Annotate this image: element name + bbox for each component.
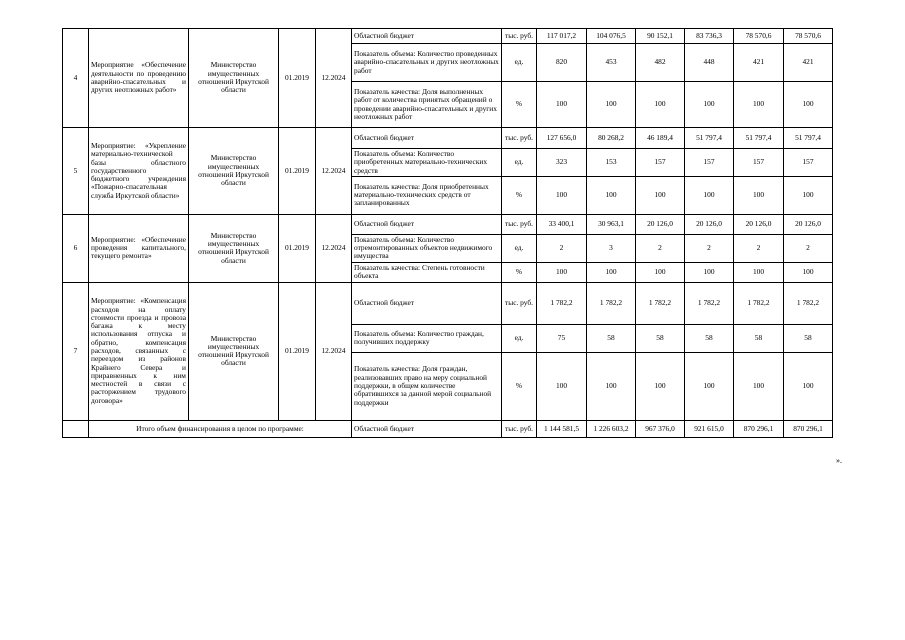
total-row: [63, 420, 833, 437]
value-cell: 2: [685, 234, 734, 262]
value-cell: 100: [636, 262, 685, 282]
value-cell: 100: [587, 352, 636, 420]
value-cell: 1 782,2: [784, 282, 833, 324]
closing-quote-mark: ».: [836, 456, 842, 465]
indicator-cell: Областной бюджет: [352, 282, 502, 324]
value-cell: 2: [537, 234, 587, 262]
indicator-cell: Показатель объема: Количество приобретенных материально-технических средств: [352, 149, 502, 177]
value-cell: 58: [685, 324, 734, 352]
indicator-cell: Показатель качества: Доля граждан, реализовавших право на меру социальной поддержки, в общем количестве обратившихся за данной мерой социальной поддержки: [352, 352, 502, 420]
unit-cell: тыс. руб.: [502, 214, 537, 234]
total-value-cell: 967 376,0: [636, 420, 685, 437]
table-row: [63, 29, 833, 44]
value-cell: 100: [685, 352, 734, 420]
value-cell: 421: [734, 44, 784, 82]
activity-number: 7: [63, 282, 89, 420]
value-cell: 104 076,5: [587, 29, 636, 44]
table-row: [63, 282, 833, 324]
value-cell: 100: [636, 176, 685, 214]
value-cell: 100: [636, 82, 685, 128]
activity-start-date: 01.2019: [279, 29, 316, 128]
activity-executor: Министерство имущественных отношений Иркутской области: [189, 29, 279, 128]
value-cell: 20 126,0: [734, 214, 784, 234]
activity-executor: Министерство имущественных отношений Иркутской области: [189, 128, 279, 215]
value-cell: 1 782,2: [636, 282, 685, 324]
value-cell: 100: [734, 352, 784, 420]
value-cell: 100: [537, 352, 587, 420]
indicator-cell: Показатель качества: Доля приобретенных материально-технических средств от запланированных: [352, 176, 502, 214]
value-cell: 51 797,4: [784, 128, 833, 149]
total-value-cell: 1 144 581,5: [537, 420, 587, 437]
value-cell: 20 126,0: [636, 214, 685, 234]
value-cell: 157: [636, 149, 685, 177]
value-cell: 421: [784, 44, 833, 82]
value-cell: 2: [734, 234, 784, 262]
indicator-cell: Показатель качества: Степень готовности объекта: [352, 262, 502, 282]
value-cell: 453: [587, 44, 636, 82]
activity-executor: Министерство имущественных отношений Иркутской области: [189, 282, 279, 420]
value-cell: 100: [636, 352, 685, 420]
table-body: [63, 29, 833, 438]
total-value-cell: 1 226 603,2: [587, 420, 636, 437]
value-cell: 90 152,1: [636, 29, 685, 44]
unit-cell: тыс. руб.: [502, 282, 537, 324]
value-cell: 100: [587, 82, 636, 128]
activity-name: Мероприятие: «Обеспечение проведения капитального, текущего ремонта»: [89, 214, 189, 282]
value-cell: 100: [587, 262, 636, 282]
value-cell: 83 736,3: [685, 29, 734, 44]
total-value-cell: 870 296,1: [734, 420, 784, 437]
indicator-cell: Областной бюджет: [352, 128, 502, 149]
value-cell: 100: [537, 82, 587, 128]
value-cell: 820: [537, 44, 587, 82]
value-cell: 80 268,2: [587, 128, 636, 149]
value-cell: 46 189,4: [636, 128, 685, 149]
value-cell: 157: [784, 149, 833, 177]
value-cell: 100: [537, 176, 587, 214]
value-cell: 2: [784, 234, 833, 262]
activity-start-date: 01.2019: [279, 282, 316, 420]
activity-name: Мероприятие: «Укрепление материально-технической базы областного государственного бюджетного учреждения «Пожарно-спасательная служба Иркутской области»: [89, 128, 189, 215]
value-cell: 2: [636, 234, 685, 262]
value-cell: 30 963,1: [587, 214, 636, 234]
program-table: [62, 28, 833, 438]
value-cell: 153: [587, 149, 636, 177]
value-cell: 100: [587, 176, 636, 214]
value-cell: 323: [537, 149, 587, 177]
value-cell: 33 400,1: [537, 214, 587, 234]
value-cell: 1 782,2: [734, 282, 784, 324]
value-cell: 100: [685, 262, 734, 282]
value-cell: 157: [734, 149, 784, 177]
value-cell: 78 570,6: [784, 29, 833, 44]
activity-start-date: 01.2019: [279, 214, 316, 282]
value-cell: 58: [784, 324, 833, 352]
activity-end-date: 12.2024: [316, 214, 352, 282]
value-cell: 58: [587, 324, 636, 352]
value-cell: 51 797,4: [734, 128, 784, 149]
activity-end-date: 12.2024: [316, 282, 352, 420]
activity-number: 4: [63, 29, 89, 128]
value-cell: 100: [784, 352, 833, 420]
unit-cell: ед.: [502, 324, 537, 352]
activity-end-date: 12.2024: [316, 29, 352, 128]
value-cell: 157: [685, 149, 734, 177]
indicator-cell: Областной бюджет: [352, 214, 502, 234]
value-cell: 100: [734, 262, 784, 282]
unit-cell: %: [502, 176, 537, 214]
value-cell: 1 782,2: [537, 282, 587, 324]
indicator-cell: Показатель качества: Доля выполненных работ от количества принятых обращений о проведении аварийно-спасательных и других неотложных работ: [352, 82, 502, 128]
indicator-cell: Показатель объема: Количество отремонтированных объектов недвижимого имущества: [352, 234, 502, 262]
value-cell: 482: [636, 44, 685, 82]
value-cell: 78 570,6: [734, 29, 784, 44]
value-cell: 20 126,0: [784, 214, 833, 234]
value-cell: 1 782,2: [685, 282, 734, 324]
total-unit: тыс. руб.: [502, 420, 537, 437]
value-cell: 20 126,0: [685, 214, 734, 234]
activity-executor: Министерство имущественных отношений Иркутской области: [189, 214, 279, 282]
unit-cell: тыс. руб.: [502, 29, 537, 44]
total-value-cell: 921 615,0: [685, 420, 734, 437]
indicator-cell: Показатель объема: Количество проведенных аварийно-спасательных и других неотложных работ: [352, 44, 502, 82]
value-cell: 1 782,2: [587, 282, 636, 324]
value-cell: 117 017,2: [537, 29, 587, 44]
value-cell: 100: [784, 262, 833, 282]
unit-cell: ед.: [502, 234, 537, 262]
unit-cell: %: [502, 262, 537, 282]
table-row: [63, 214, 833, 234]
activity-end-date: 12.2024: [316, 128, 352, 215]
value-cell: 75: [537, 324, 587, 352]
value-cell: 100: [784, 82, 833, 128]
value-cell: 3: [587, 234, 636, 262]
activity-name: Мероприятие: «Компенсация расходов на оплату стоимости проезда и провоза багажа к месту использования отпуска и обратно, компенсация расходов, связанных с переездом из районов Крайнего Севера и приравненных к ним местностей в связи с расторжением трудового договора»: [89, 282, 189, 420]
value-cell: 100: [784, 176, 833, 214]
unit-cell: тыс. руб.: [502, 128, 537, 149]
total-empty-cell: [63, 420, 89, 437]
value-cell: 100: [537, 262, 587, 282]
total-label: Итого объем финансирования в целом по программе:: [89, 420, 352, 437]
value-cell: 127 656,0: [537, 128, 587, 149]
indicator-cell: Областной бюджет: [352, 29, 502, 44]
activity-name: Мероприятие «Обеспечение деятельности по проведению аварийно-спасательных и других неотложных работ»: [89, 29, 189, 128]
total-value-cell: 870 296,1: [784, 420, 833, 437]
value-cell: 58: [734, 324, 784, 352]
unit-cell: %: [502, 82, 537, 128]
unit-cell: ед.: [502, 44, 537, 82]
value-cell: 100: [685, 82, 734, 128]
indicator-cell: Показатель объема: Количество граждан, получивших поддержку: [352, 324, 502, 352]
table-row: [63, 128, 833, 149]
value-cell: 100: [685, 176, 734, 214]
activity-number: 6: [63, 214, 89, 282]
activity-start-date: 01.2019: [279, 128, 316, 215]
value-cell: 51 797,4: [685, 128, 734, 149]
activity-number: 5: [63, 128, 89, 215]
value-cell: 100: [734, 82, 784, 128]
unit-cell: %: [502, 352, 537, 420]
total-source: Областной бюджет: [352, 420, 502, 437]
unit-cell: ед.: [502, 149, 537, 177]
value-cell: 448: [685, 44, 734, 82]
value-cell: 100: [734, 176, 784, 214]
value-cell: 58: [636, 324, 685, 352]
